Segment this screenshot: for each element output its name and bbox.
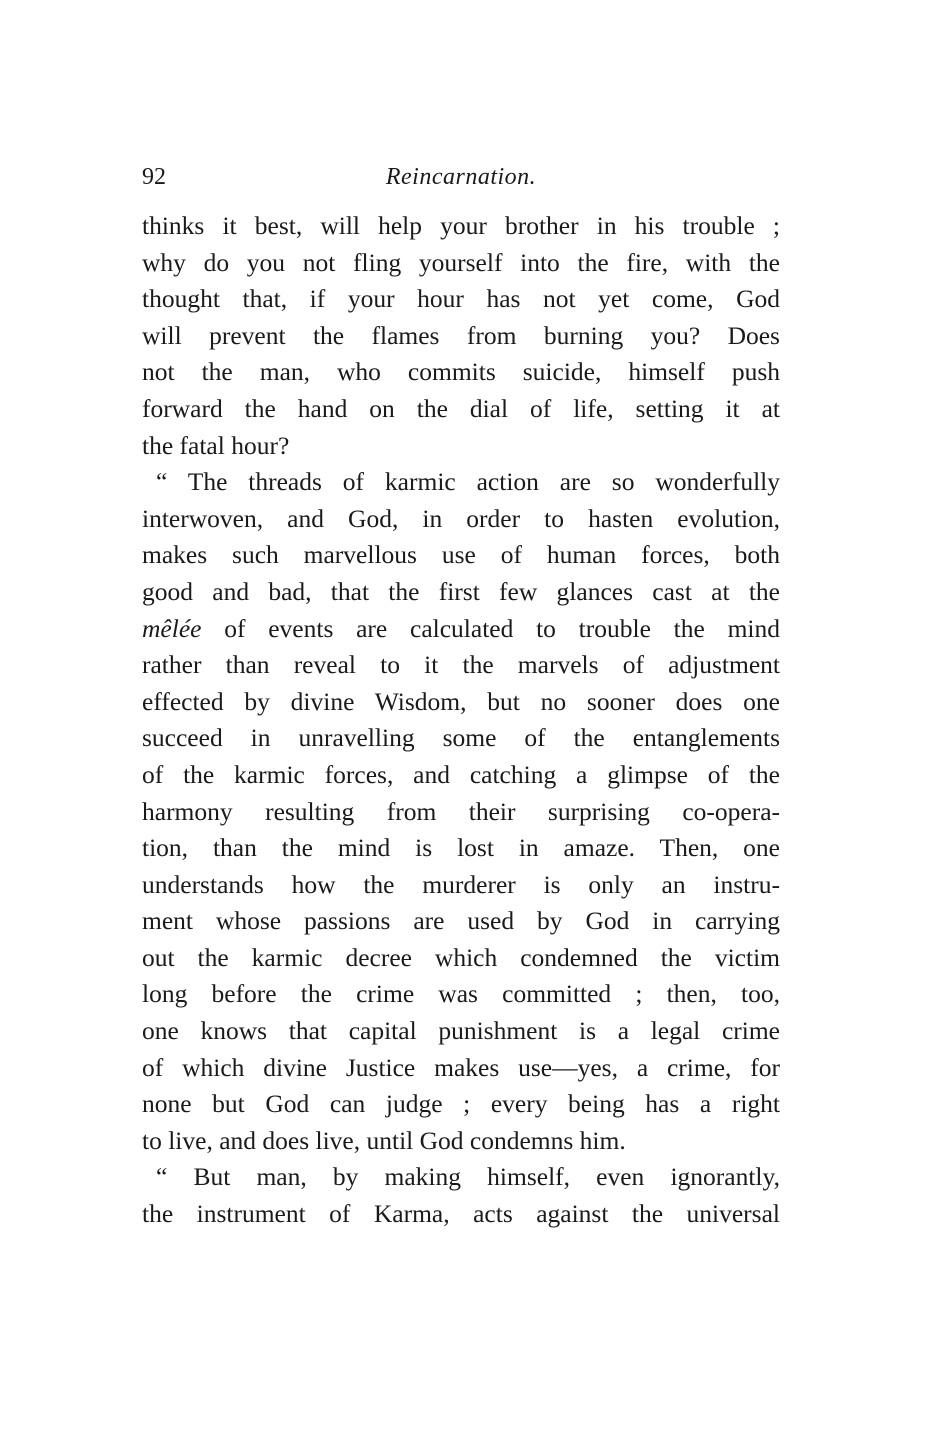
text-line: “ But man, by making himself, even ignorantly,	[156, 1162, 780, 1192]
text-line: the instrument of Karma, acts against the universal	[142, 1199, 780, 1229]
text-line: out the karmic decree which condemned the victim	[142, 942, 780, 972]
book-page	[142, 160, 780, 1233]
text-line: why do you not fling yourself into the fire, with the	[142, 247, 780, 277]
text-line: rather than reveal to it the marvels of adjustment	[142, 650, 780, 680]
text-line: understands how the murderer is only an instru-	[142, 869, 780, 899]
text-line: the fatal hour?	[142, 430, 290, 460]
text-line: thinks it best, will help your brother in his trouble ;	[142, 211, 780, 240]
text-line: tion, than the mind is lost in amaze. Then, one	[142, 833, 780, 863]
text-line: of the karmic forces, and catching a glimpse of the	[142, 759, 780, 789]
text-fragment: of events are calculated to trouble the mind	[201, 613, 780, 643]
body-text	[142, 208, 780, 1233]
text-line: one knows that capital punishment is a legal crime	[142, 1016, 780, 1046]
text-line: “ The threads of karmic action are so wonderfully	[156, 467, 780, 497]
page-number: 92	[142, 164, 166, 190]
text-line: none but God can judge ; every being has a right	[142, 1089, 780, 1119]
text-line: of which divine Justice makes use—yes, a crime, for	[142, 1052, 780, 1082]
running-head	[142, 160, 780, 200]
text-line: interwoven, and God, in order to hasten evolution,	[142, 503, 780, 533]
text-line: ment whose passions are used by God in carrying	[142, 906, 780, 936]
italic-word: mêlée	[142, 613, 202, 643]
text-line: makes such marvellous use of human forces, both	[142, 540, 780, 570]
running-title: Reincarnation.	[385, 164, 537, 190]
text-line: good and bad, that the first few glances cast at the	[142, 576, 780, 606]
text-line: effected by divine Wisdom, but no sooner does one	[142, 686, 780, 716]
paragraph-but-man	[142, 1159, 780, 1232]
paragraph-continued	[142, 208, 780, 464]
text-line: long before the crime was committed ; then, too,	[142, 979, 780, 1009]
text-line: to live, and does live, until God condemns him.	[142, 1125, 626, 1155]
text-line: harmony resulting from their surprising co-opera-	[142, 796, 780, 826]
text-line: succeed in unravelling some of the entanglements	[142, 723, 780, 753]
text-line-with-italic	[142, 611, 780, 648]
text-line: not the man, who commits suicide, himself push	[142, 357, 780, 387]
text-line: will prevent the flames from burning you? Does	[142, 320, 780, 350]
paragraph-karmic-threads	[142, 464, 780, 1159]
text-line: forward the hand on the dial of life, setting it at	[142, 393, 780, 423]
text-line: thought that, if your hour has not yet come, God	[142, 284, 780, 314]
